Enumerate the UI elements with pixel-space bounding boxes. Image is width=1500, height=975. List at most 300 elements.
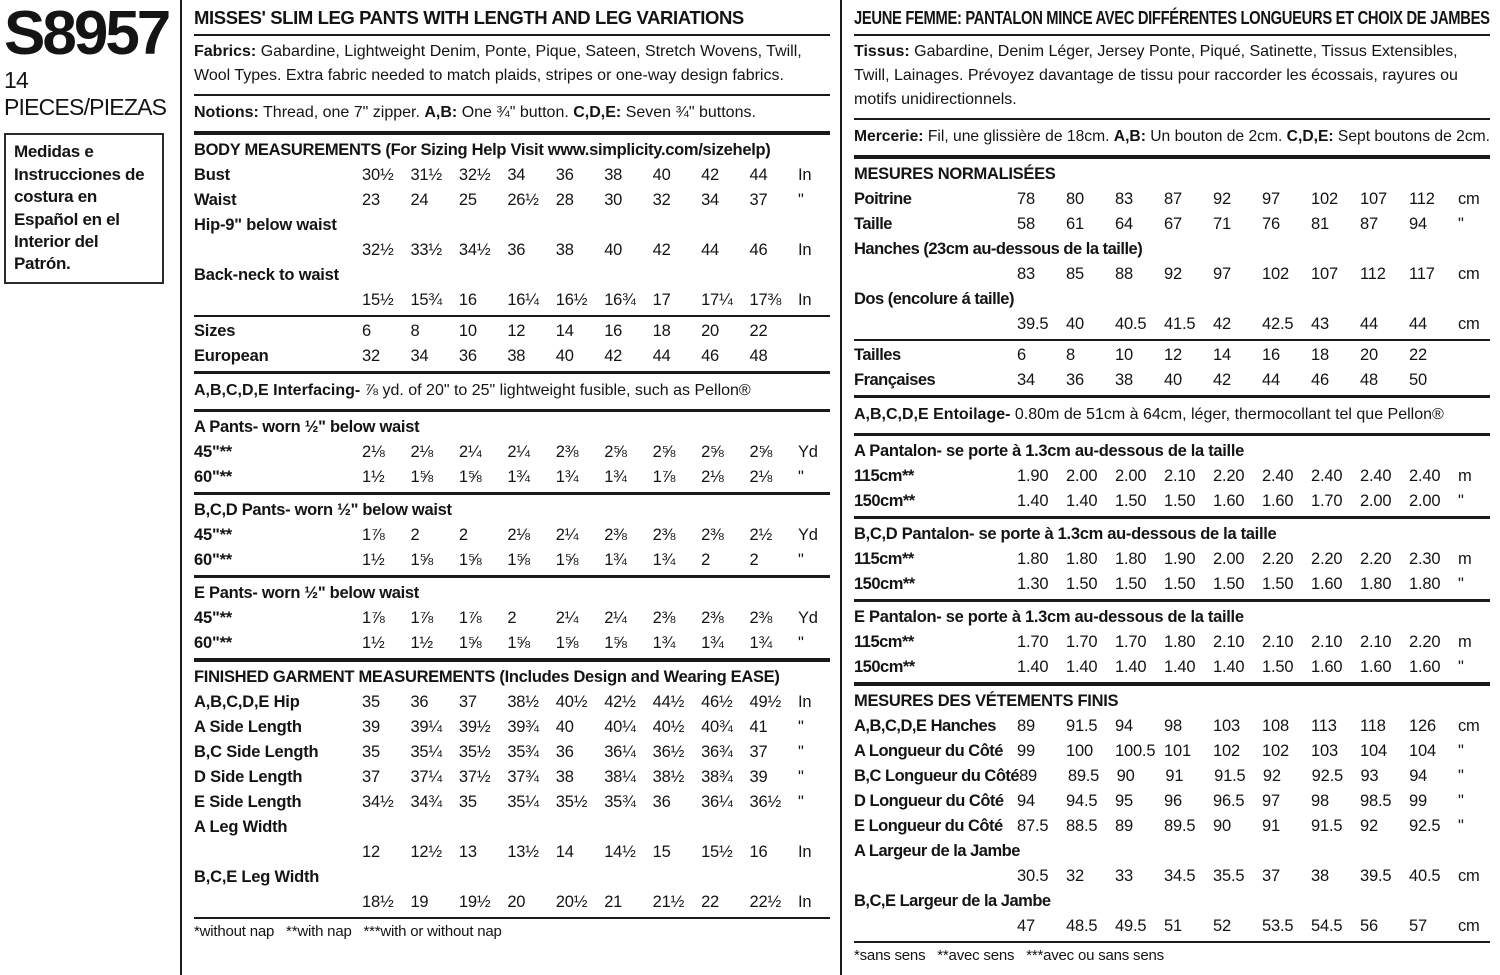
table-cell: 8	[410, 322, 420, 340]
footnote	[194, 921, 830, 942]
table-cell: 2⅜	[701, 526, 724, 544]
row-label: 115cm**	[854, 633, 914, 651]
paragraph-bold-label: A,B,C,D,E Entoilage-	[854, 406, 1011, 423]
table-cell: 92.5	[1311, 767, 1343, 785]
table-cell: 1¾	[652, 551, 676, 569]
table-row	[194, 690, 830, 715]
table-cell: 34	[701, 191, 720, 209]
table-cell: 37¼	[410, 768, 442, 786]
paragraph-bold-label: A,B:	[1113, 128, 1146, 145]
row-label: 150cm**	[854, 658, 915, 676]
table-cell: 58	[1017, 215, 1035, 233]
paragraph-text: Fil, une glissière de 18cm.	[923, 128, 1114, 145]
table-cell: 34	[507, 166, 526, 184]
table-cell: 88.5	[1066, 817, 1098, 835]
table-row	[194, 715, 830, 740]
table-cell: 1½	[362, 551, 385, 569]
table-cell: 2¼	[458, 443, 482, 461]
table-label-row	[854, 287, 1490, 312]
table-cell: 39.5	[1360, 867, 1392, 885]
table-cell: 1⅞	[362, 609, 385, 627]
table-cell: 2.20	[1360, 550, 1392, 568]
table-cell: 35¼	[507, 793, 539, 811]
table-cell: 1.40	[1066, 658, 1098, 676]
table-cell: 30½	[362, 166, 394, 184]
table-cell: 40	[1164, 371, 1182, 389]
table-cell: 81	[1311, 215, 1329, 233]
table-cell: 1⅞	[362, 526, 385, 544]
table-cell: 2.00	[1360, 492, 1392, 510]
paragraph	[194, 37, 830, 92]
table-cell: 15	[652, 843, 671, 861]
table-cell: 19½	[458, 893, 491, 911]
table-cell: 71	[1213, 215, 1231, 233]
table-cell: 102	[1213, 742, 1240, 760]
row-label: D Side Length	[194, 768, 303, 786]
paragraph-line	[194, 379, 751, 403]
table-cell: 2⅛	[410, 443, 433, 461]
table-cell: 1½	[362, 634, 385, 652]
table-cell: 1⅝	[410, 468, 433, 486]
table-cell: 67	[1164, 215, 1182, 233]
table-cell: 97	[1262, 190, 1280, 208]
table-cell: 35½	[555, 793, 588, 811]
panel-title	[854, 5, 1490, 36]
table-row	[854, 914, 1490, 939]
table-cell: 39½	[458, 718, 491, 736]
table-row	[854, 489, 1490, 514]
table-cell: 2.30	[1409, 550, 1441, 568]
table-cell: 34	[1017, 371, 1035, 389]
table-cell: 19	[410, 893, 429, 911]
table-cell: 1.50	[1115, 575, 1147, 593]
table-cell: 91.5	[1066, 717, 1098, 735]
table-row	[854, 212, 1490, 237]
table-cell: 42.5	[1262, 315, 1294, 333]
table-cell: 44	[1360, 315, 1378, 333]
table-cell: 12	[1164, 346, 1182, 364]
table-row	[194, 765, 830, 790]
table-cell: 40.5	[1409, 867, 1441, 885]
table-label-row	[854, 237, 1490, 262]
table-cell: 40	[1066, 315, 1084, 333]
unit-cell: cm	[1458, 867, 1480, 885]
table-cell: 112	[1409, 190, 1435, 208]
table-cell: 23	[362, 191, 380, 209]
section-header-text: E Pants- worn ½" below waist	[194, 584, 419, 602]
table-cell: 35	[362, 693, 380, 711]
table-cell: 33½	[410, 241, 442, 259]
table-cell: 2.20	[1213, 467, 1245, 485]
table-row	[854, 630, 1490, 655]
table-cell: 90	[1116, 767, 1135, 785]
row-label	[854, 312, 1017, 337]
table-cell: 1.40	[1164, 658, 1196, 676]
unit-cell: "	[797, 743, 804, 761]
table-cell: 1¾	[701, 634, 724, 652]
table-cell: 87	[1360, 215, 1378, 233]
table-cell: 1.40	[1213, 658, 1245, 676]
table-cell: 103	[1213, 717, 1240, 735]
section-header-text: BODY MEASUREMENTS (For Sizing Help Visit www.simplicity.com/sizehelp)	[194, 141, 771, 159]
unit-cell: m	[1458, 633, 1472, 651]
table-row	[854, 764, 1490, 789]
unit-cell: "	[1458, 742, 1464, 760]
row-label: B,C Side Length	[194, 743, 319, 761]
table-cell: 40¾	[701, 718, 733, 736]
table-cell: 89	[1019, 767, 1038, 785]
table-cell: 1¾	[555, 468, 579, 486]
table-row	[194, 840, 830, 865]
table-cell: 117	[1409, 265, 1435, 283]
table-cell: 1.40	[1115, 658, 1147, 676]
table-cell: 2.00	[1409, 492, 1441, 510]
table-cell: 1.60	[1262, 492, 1294, 510]
table-cell: 2	[410, 526, 420, 544]
table-cell: 24	[410, 191, 429, 209]
table-cell: 38½	[652, 768, 685, 786]
table-row	[854, 572, 1490, 597]
divider	[854, 599, 1490, 602]
table-cell: 36	[507, 241, 526, 259]
table-cell: 41	[749, 718, 768, 736]
table-cell: 40	[652, 166, 671, 184]
table-cell: 53.5	[1262, 917, 1294, 935]
row-label	[854, 262, 1017, 287]
table-cell: 1.50	[1262, 658, 1294, 676]
table-cell: 37	[362, 768, 380, 786]
table-row	[854, 655, 1490, 680]
table-cell: 1.50	[1066, 575, 1098, 593]
table-cell: 14	[555, 322, 574, 340]
table-cell: 38	[604, 166, 623, 184]
table-cell: 35¾	[604, 793, 636, 811]
table-cell: 34½	[362, 793, 394, 811]
table-cell: 36¼	[604, 743, 636, 761]
table-cell: 2.20	[1262, 550, 1294, 568]
table-cell: 36	[555, 743, 574, 761]
table-row	[194, 465, 830, 490]
table-cell: 1.60	[1360, 658, 1392, 676]
table-cell: 98.5	[1360, 792, 1392, 810]
table-cell: 2¼	[555, 609, 579, 627]
divider	[194, 94, 830, 96]
table-cell: 2.00	[1213, 550, 1245, 568]
table-cell: 2.10	[1213, 633, 1245, 651]
table-cell: 1⅝	[555, 634, 579, 652]
table-cell: 46	[1311, 371, 1329, 389]
spanish-note-box: Medidas e Instrucciones de costura en Español en el Interior del Patrón.	[4, 133, 164, 284]
row-label: 115cm**	[854, 550, 914, 568]
divider	[194, 315, 830, 317]
table-cell: 20	[1360, 346, 1378, 364]
table-cell: 1.40	[1017, 658, 1049, 676]
table-cell: 35¾	[507, 743, 539, 761]
table-cell: 14	[555, 843, 574, 861]
table-cell: 1⅝	[604, 634, 627, 652]
table-cell: 10	[458, 322, 477, 340]
table-cell: 2⅝	[701, 443, 724, 461]
table-cell: 35¼	[410, 743, 442, 761]
table-cell: 37¾	[507, 768, 539, 786]
table-cell: 31½	[410, 166, 442, 184]
unit-cell: "	[797, 468, 804, 486]
table-cell: 126	[1409, 717, 1436, 735]
table-cell: 91.5	[1214, 767, 1246, 785]
pieces-count: 14 PIECES/PIEZAS	[4, 67, 167, 121]
table-cell: 93	[1360, 767, 1379, 785]
table-cell: 2⅜	[749, 609, 773, 627]
table-cell: 42	[604, 347, 623, 365]
divider	[194, 371, 830, 374]
table-cell: 2⅜	[701, 609, 724, 627]
table-cell: 38	[1311, 867, 1329, 885]
paragraph-text: 0.80m de 51cm à 64cm, léger, thermocollant tel que Pellon®	[1010, 406, 1444, 423]
table-cell: 49½	[749, 693, 782, 711]
table-row	[194, 790, 830, 815]
divider	[194, 131, 830, 135]
table-cell: 52	[1213, 917, 1231, 935]
row-label: Françaises	[854, 371, 936, 389]
divider	[194, 492, 830, 495]
table-cell: 54.5	[1311, 917, 1343, 935]
table-row	[194, 890, 830, 915]
unit-cell: cm	[1458, 190, 1480, 208]
table-cell: 36¼	[701, 793, 733, 811]
table-cell: 1.60	[1409, 658, 1441, 676]
table-label-row	[194, 213, 830, 238]
table-cell: 2⅛	[507, 526, 530, 544]
paragraph-bold-label: Tissus:	[854, 43, 910, 60]
section-header-text: B,C,D Pantalon- se porte à 1.3cm au-dessous de la taille	[854, 525, 1277, 543]
unit-cell: "	[797, 191, 804, 209]
paragraph-text: Un bouton de 2cm.	[1145, 128, 1287, 145]
table-cell: 6	[1017, 346, 1026, 364]
table-cell: 2⅝	[604, 443, 627, 461]
table-cell: 16	[749, 843, 768, 861]
table-cell: 87	[1164, 190, 1182, 208]
table-cell: 42	[1213, 315, 1231, 333]
pattern-number: S8957	[4, 0, 169, 68]
row-label: 45"**	[194, 609, 233, 627]
table-cell: 39.5	[1017, 315, 1049, 333]
paragraph-bold-label: Fabrics:	[194, 43, 257, 60]
divider	[854, 941, 1490, 943]
table-cell: 39¼	[410, 718, 442, 736]
table-cell: 2¼	[507, 443, 530, 461]
row-label: A Longueur du Côté	[854, 742, 1003, 760]
table-cell: 1⅝	[458, 551, 482, 569]
table-cell: 49.5	[1115, 917, 1147, 935]
section-header	[194, 580, 830, 606]
table-cell: 1.70	[1115, 633, 1147, 651]
table-cell: 92.5	[1409, 817, 1441, 835]
table-cell: 18	[652, 322, 671, 340]
table-cell: 16¼	[507, 291, 539, 309]
table-cell: 1½	[362, 468, 385, 486]
row-label: A Largeur de la Jambe	[854, 842, 1020, 860]
row-label: A,B,C,D,E Hip	[194, 693, 300, 711]
table-row	[854, 312, 1490, 337]
table-cell: 92	[1164, 265, 1182, 283]
footnote-text: *without nap **with nap ***with or without nap	[194, 923, 502, 940]
table-cell: 1.60	[1311, 658, 1343, 676]
unit-cell: In	[797, 291, 812, 309]
table-cell: 2.40	[1311, 467, 1343, 485]
table-cell: 1⅝	[458, 634, 482, 652]
unit-cell: In	[797, 693, 812, 711]
table-cell: 2⅛	[701, 468, 724, 486]
table-row	[194, 344, 830, 369]
table-cell: 15½	[362, 291, 394, 309]
table-cell: 1⅝	[410, 551, 433, 569]
row-label: 60"**	[194, 551, 233, 569]
table-cell: 18	[1311, 346, 1329, 364]
table-cell: 10	[1115, 346, 1133, 364]
table-cell: 2⅜	[555, 443, 579, 461]
table-cell: 47	[1017, 917, 1035, 935]
section-header	[194, 137, 830, 163]
table-cell: 44	[1262, 371, 1280, 389]
table-cell: 89.5	[1164, 817, 1196, 835]
table-cell: 39¾	[507, 718, 539, 736]
table-cell: 2.10	[1164, 467, 1196, 485]
divider	[194, 658, 830, 662]
row-label: Tailles	[854, 346, 901, 364]
table-cell: 85	[1066, 265, 1084, 283]
table-cell: 36	[410, 693, 429, 711]
unit-cell: "	[797, 634, 804, 652]
unit-cell	[1458, 343, 1490, 368]
table-cell: 38½	[507, 693, 539, 711]
row-label: 115cm**	[854, 467, 914, 485]
table-row	[194, 319, 830, 344]
table-cell: 30	[604, 191, 623, 209]
table-cell: 34.5	[1164, 867, 1196, 885]
table-row	[194, 548, 830, 573]
table-cell: 1.50	[1164, 492, 1196, 510]
section-header	[194, 664, 830, 690]
table-row	[194, 188, 830, 213]
table-cell: 42	[701, 166, 720, 184]
divider	[854, 395, 1490, 398]
table-cell: 13½	[507, 843, 539, 861]
row-label: Dos (encolure á taille)	[854, 290, 1014, 308]
row-label: Taille	[854, 215, 892, 233]
table-cell: 48	[1360, 371, 1378, 389]
paragraph-text: Gabardine, Lightweight Denim, Ponte, Pique, Sateen, Stretch Wovens, Twill, Wool Types. Extra fabric needed to match plaids, stripes or one-way design fabrics.	[194, 43, 802, 84]
table-cell: 2½	[749, 526, 773, 544]
table-cell: 37	[749, 191, 768, 209]
table-cell: 61	[1066, 215, 1084, 233]
paragraph-line	[854, 125, 1490, 149]
table-row	[854, 262, 1490, 287]
paragraph	[854, 122, 1490, 153]
table-cell: 97	[1213, 265, 1231, 283]
unit-cell: "	[1458, 215, 1464, 233]
table-cell: 40.5	[1115, 315, 1147, 333]
paragraph-text: One ¾" button.	[457, 104, 574, 121]
table-row	[194, 523, 830, 548]
table-cell: 76	[1262, 215, 1280, 233]
table-cell: 50	[1409, 371, 1427, 389]
table-cell: 2.00	[1115, 467, 1147, 485]
table-cell: 16½	[555, 291, 588, 309]
table-cell: 25	[458, 191, 477, 209]
paragraph	[194, 98, 830, 129]
table-cell: 22	[749, 322, 768, 340]
panel-title-text: JEUNE FEMME: PANTALON MINCE AVEC DIFFÉRENTES LONGUEURS ET CHOIX DE JAMBES	[854, 7, 1490, 28]
table-cell: 1.60	[1311, 575, 1343, 593]
table-cell: 2.00	[1066, 467, 1098, 485]
english-panel	[182, 0, 840, 975]
unit-cell: "	[797, 793, 804, 811]
section-header-text: FINISHED GARMENT MEASUREMENTS (Includes Design and Wearing EASE)	[194, 668, 780, 686]
row-label: Hanches (23cm au-dessous de la taille)	[854, 240, 1143, 258]
paragraph	[854, 37, 1490, 116]
table-cell: 43	[1311, 315, 1329, 333]
row-label: 150cm**	[854, 575, 915, 593]
row-label: Back-neck to waist	[194, 266, 339, 284]
french-panel	[840, 0, 1500, 975]
row-label: A Side Length	[194, 718, 302, 736]
section-header	[854, 688, 1490, 714]
table-cell: 100.5	[1115, 742, 1156, 760]
section-header-text: MESURES NORMALISÉES	[854, 165, 1056, 183]
table-cell: 64	[1115, 215, 1133, 233]
table-cell: 36	[652, 793, 671, 811]
table-cell: 34¾	[410, 793, 442, 811]
table-cell: 42	[1213, 371, 1231, 389]
unit-cell: Yd	[797, 609, 818, 627]
table-cell: 2.40	[1360, 467, 1392, 485]
table-row	[854, 343, 1490, 368]
unit-cell	[1458, 368, 1490, 393]
table-cell: 15¾	[410, 291, 442, 309]
row-label: 45"**	[194, 443, 233, 461]
unit-cell: "	[1458, 792, 1464, 810]
table-cell: 1.60	[1213, 492, 1245, 510]
table-cell: 2.10	[1262, 633, 1294, 651]
unit-cell: In	[797, 166, 812, 184]
table-cell: 1¾	[604, 551, 627, 569]
table-cell: 48.5	[1066, 917, 1098, 935]
table-cell: 17	[652, 291, 671, 309]
paragraph-bold-label: A,B:	[424, 104, 458, 121]
row-label	[854, 864, 1017, 889]
table-cell: 38¾	[701, 768, 733, 786]
table-cell: 28	[555, 191, 574, 209]
table-cell: 107	[1311, 265, 1338, 283]
table-cell: 1.70	[1311, 492, 1343, 510]
table-cell: 1.80	[1017, 550, 1049, 568]
table-cell: 102	[1311, 190, 1338, 208]
table-cell: 1.50	[1164, 575, 1196, 593]
table-cell: 33	[1115, 867, 1133, 885]
table-cell: 2⅜	[652, 526, 676, 544]
paragraph-bold-label: Mercerie:	[854, 128, 924, 145]
row-label: E Side Length	[194, 793, 302, 811]
table-cell: 2¼	[555, 526, 579, 544]
table-label-row	[854, 839, 1490, 864]
table-cell: 2.20	[1409, 633, 1441, 651]
table-cell: 94	[1115, 717, 1133, 735]
table-cell: 96	[1164, 792, 1182, 810]
table-cell: 2.20	[1311, 550, 1343, 568]
paragraph	[854, 400, 1490, 431]
row-label: Hip-9" below waist	[194, 216, 337, 234]
table-cell: 113	[1311, 717, 1337, 735]
